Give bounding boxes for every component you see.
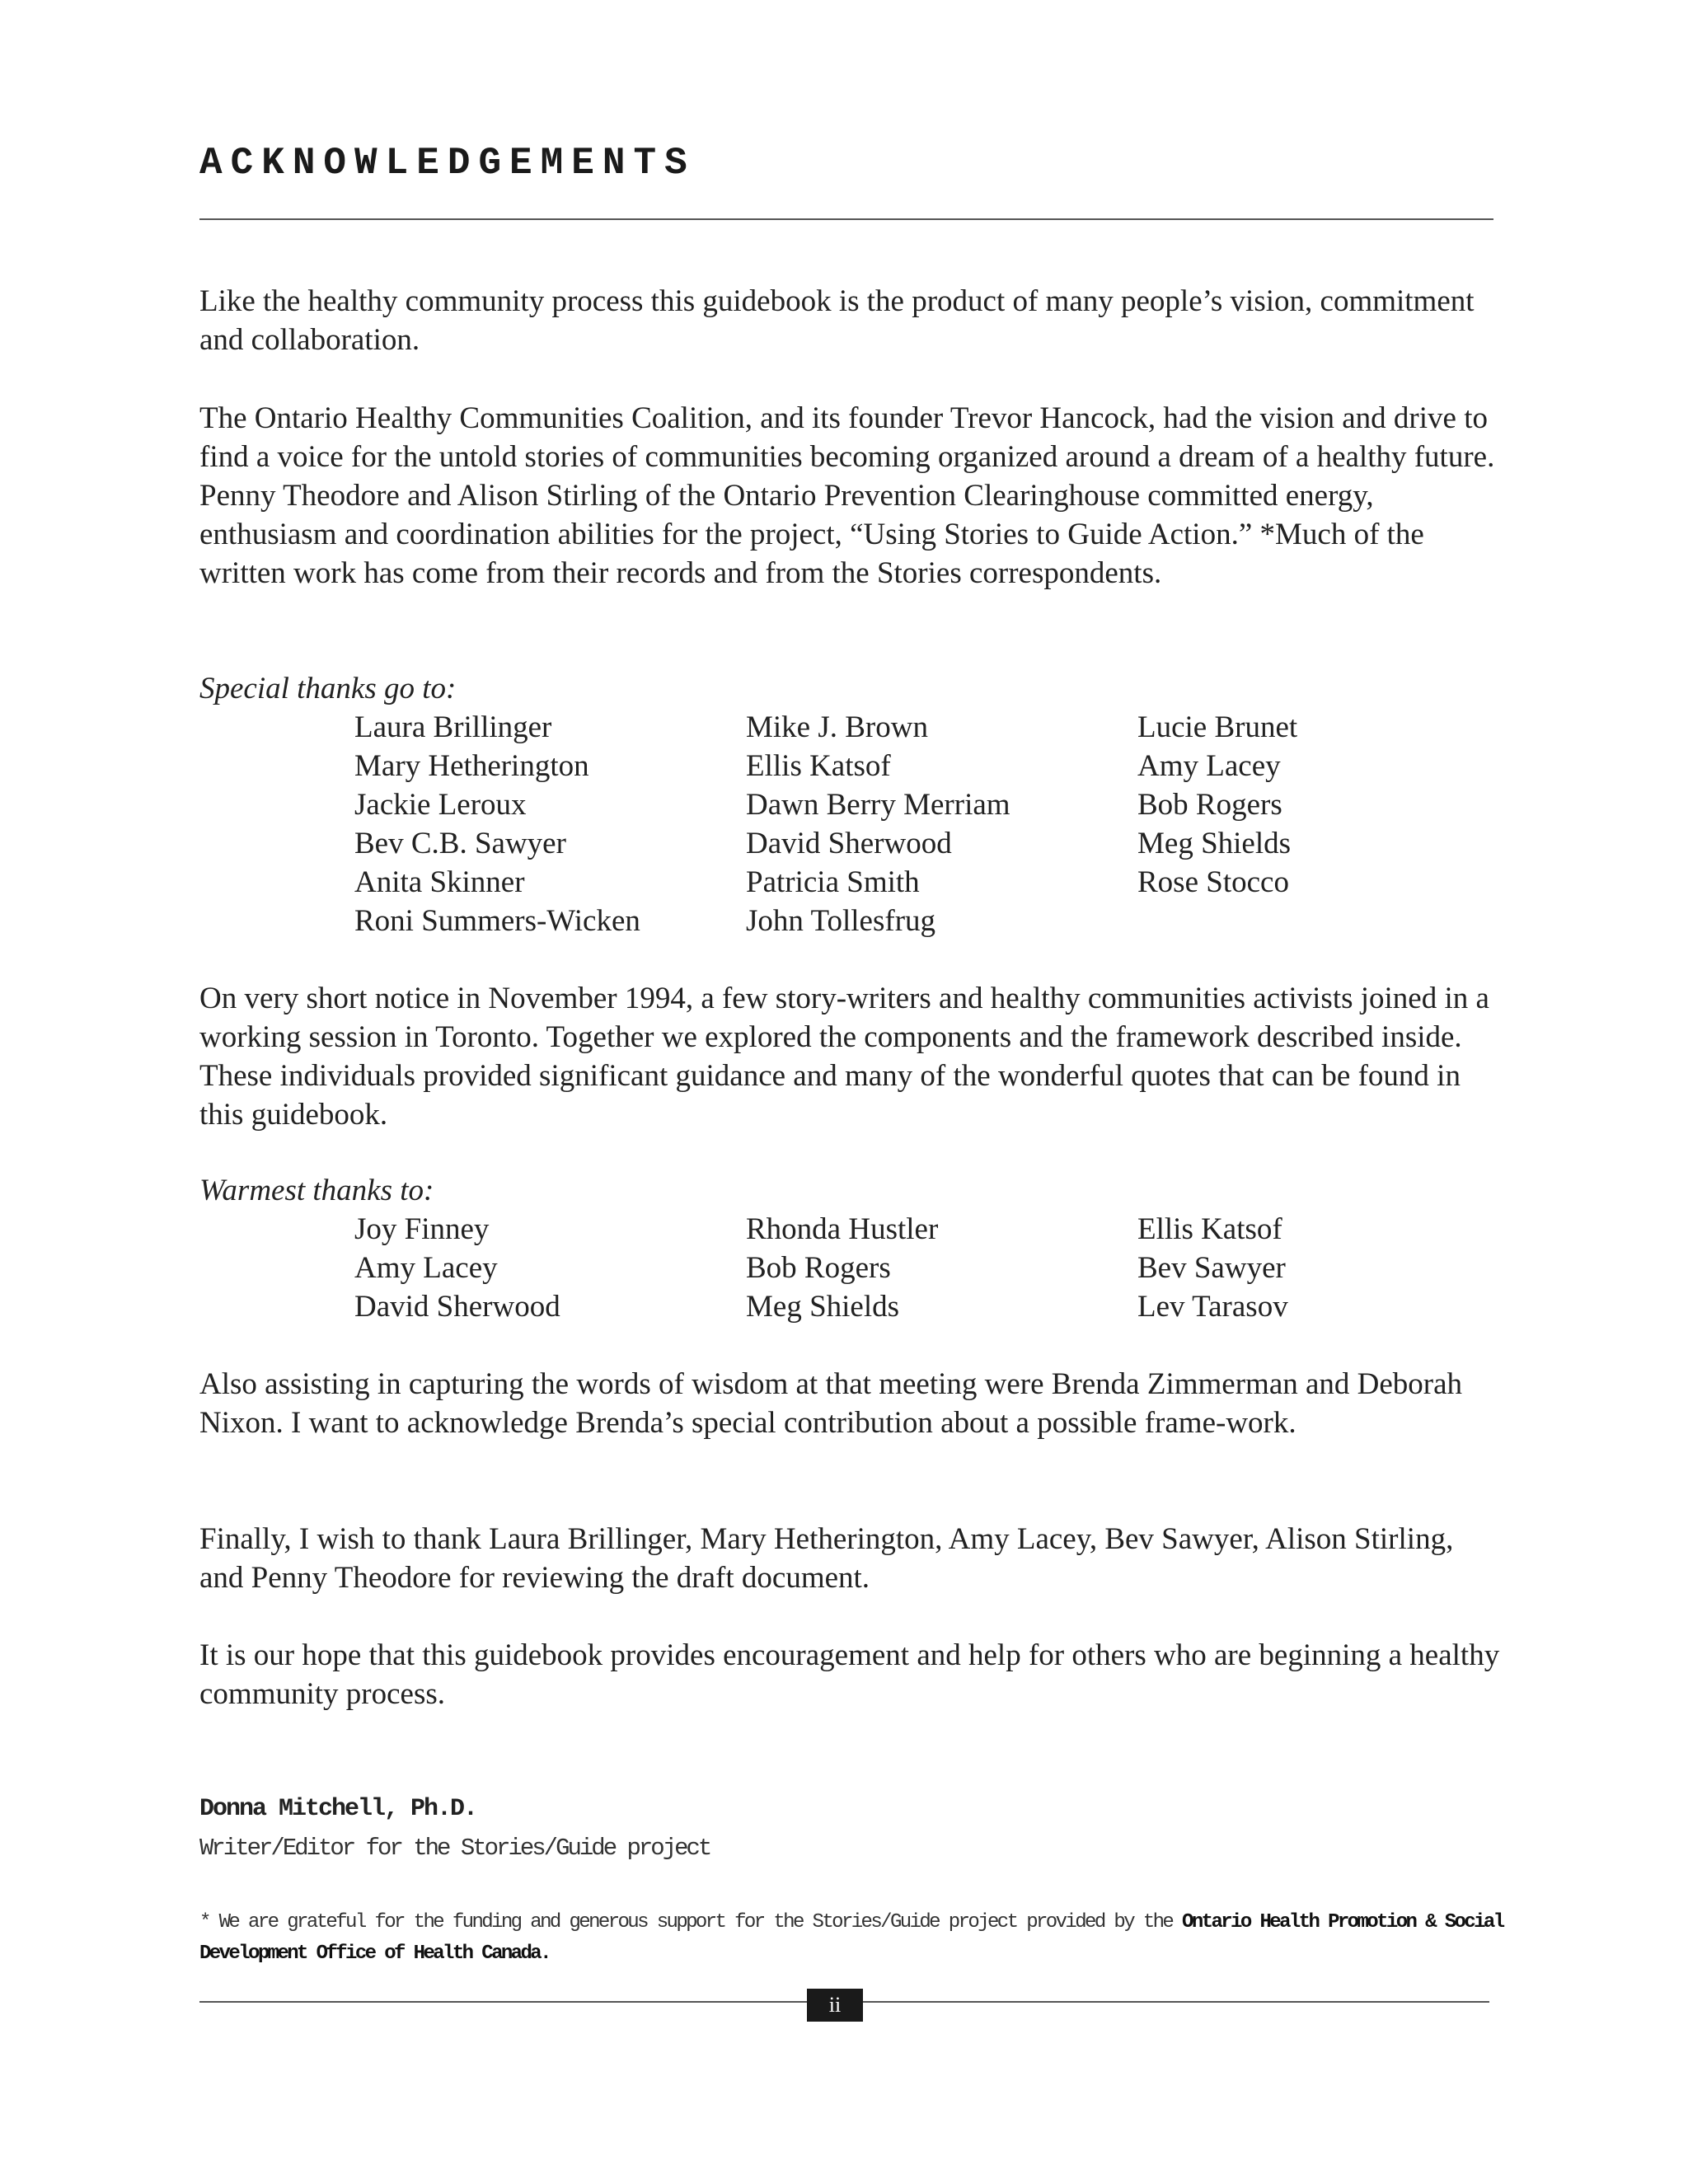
intro-paragraph: Like the healthy community process this guidebook is the product of many people’s vision, commitment and collaboration. <box>199 284 1475 357</box>
person-name: Amy Lacey <box>1137 749 1281 783</box>
page-title: ACKNOWLEDGEMENTS <box>199 142 696 185</box>
name-row <box>354 863 1426 902</box>
person-name: Bob Rogers <box>746 1251 891 1285</box>
person-name: Lucie Brunet <box>1137 710 1298 744</box>
coalition-paragraph: The Ontario Healthy Communities Coalition, and its founder Trevor Hancock, had the vision and drive to find a voice for the untold stories of communities becoming organized around a dream of a healthy future. Penny Theodore and Alison Stirling of the Ontario Prevention Clearinghouse committed energy, enthusiasm and coordination abilities for the project, “Using Stories to Guide Action.” *Much of the written work has come from their records and from the Stories correspondents. <box>199 401 1495 590</box>
warmest-thanks-names <box>354 1210 1426 1326</box>
warmest-thanks-label: Warmest thanks to: <box>199 1174 434 1207</box>
person-name: Rose Stocco <box>1137 865 1289 899</box>
closing-paragraph: It is our hope that this guidebook provides encouragement and help for others who are beginning a healthy community process. <box>199 1638 1500 1711</box>
reviewers-paragraph: Finally, I wish to thank Laura Brillinger, Mary Hetherington, Amy Lacey, Bev Sawyer, Alison Stirling, and Penny Theodore for reviewing the draft document. <box>199 1522 1454 1595</box>
person-name: Ellis Katsof <box>746 749 891 783</box>
person-name: Dawn Berry Merriam <box>746 788 1010 822</box>
name-row <box>354 747 1426 785</box>
person-name: Patricia Smith <box>746 865 920 899</box>
name-row <box>354 708 1426 747</box>
special-thanks-label: Special thanks go to: <box>199 672 457 705</box>
person-name: Roni Summers-Wicken <box>354 904 640 938</box>
name-row <box>354 824 1426 863</box>
name-row <box>354 902 1426 940</box>
name-row <box>354 1287 1426 1326</box>
person-name: Bev Sawyer <box>1137 1251 1286 1285</box>
footnote-text: * We are grateful for the funding and generous support for the Stories/Guide project provided by the <box>199 1911 1183 1933</box>
person-name: Meg Shields <box>746 1290 900 1324</box>
footnote-organization: Ontario Health Promotion & Social Development Office of Health Canada. <box>199 1911 1503 1965</box>
person-name: Rhonda Hustler <box>746 1212 939 1246</box>
person-name: Meg Shields <box>1137 827 1292 860</box>
person-name: David Sherwood <box>746 827 952 860</box>
person-name: Bev C.B. Sawyer <box>354 827 566 860</box>
person-name: David Sherwood <box>354 1290 560 1324</box>
assisting-paragraph: Also assisting in capturing the words of wisdom at that meeting were Brenda Zimmerman and Deborah Nixon. I want to acknowledge Brenda’s special contribution about a possible frame-work. <box>199 1367 1463 1440</box>
person-name: Amy Lacey <box>354 1251 498 1285</box>
person-name: Mary Hetherington <box>354 749 589 783</box>
special-thanks-names <box>354 708 1426 940</box>
funding-footnote <box>199 1907 1510 1970</box>
person-name: Jackie Leroux <box>354 788 527 822</box>
person-name: Lev Tarasov <box>1137 1290 1288 1324</box>
person-name: Bob Rogers <box>1137 788 1282 822</box>
signature-role: Writer/Editor for the Stories/Guide project <box>199 1835 710 1862</box>
person-name: Mike J. Brown <box>746 710 928 744</box>
working-session-paragraph: On very short notice in November 1994, a few story-writers and healthy communities activists joined in a working session in Toronto. Together we explored the components and the framework described inside. These individuals provided significant guidance and many of the wonderful quotes that can be found in this guidebook. <box>199 982 1489 1132</box>
name-row <box>354 1210 1426 1249</box>
name-row <box>354 1249 1426 1287</box>
signature-name: Donna Mitchell, Ph.D. <box>199 1795 477 1823</box>
person-name: Laura Brillinger <box>354 710 552 744</box>
title-divider <box>199 218 1493 220</box>
person-name: Anita Skinner <box>354 865 525 899</box>
person-name: Ellis Katsof <box>1137 1212 1282 1246</box>
page-number: ii <box>807 1989 863 2022</box>
person-name: Joy Finney <box>354 1212 490 1246</box>
name-row <box>354 785 1426 824</box>
person-name: John Tollesfrug <box>746 904 936 938</box>
